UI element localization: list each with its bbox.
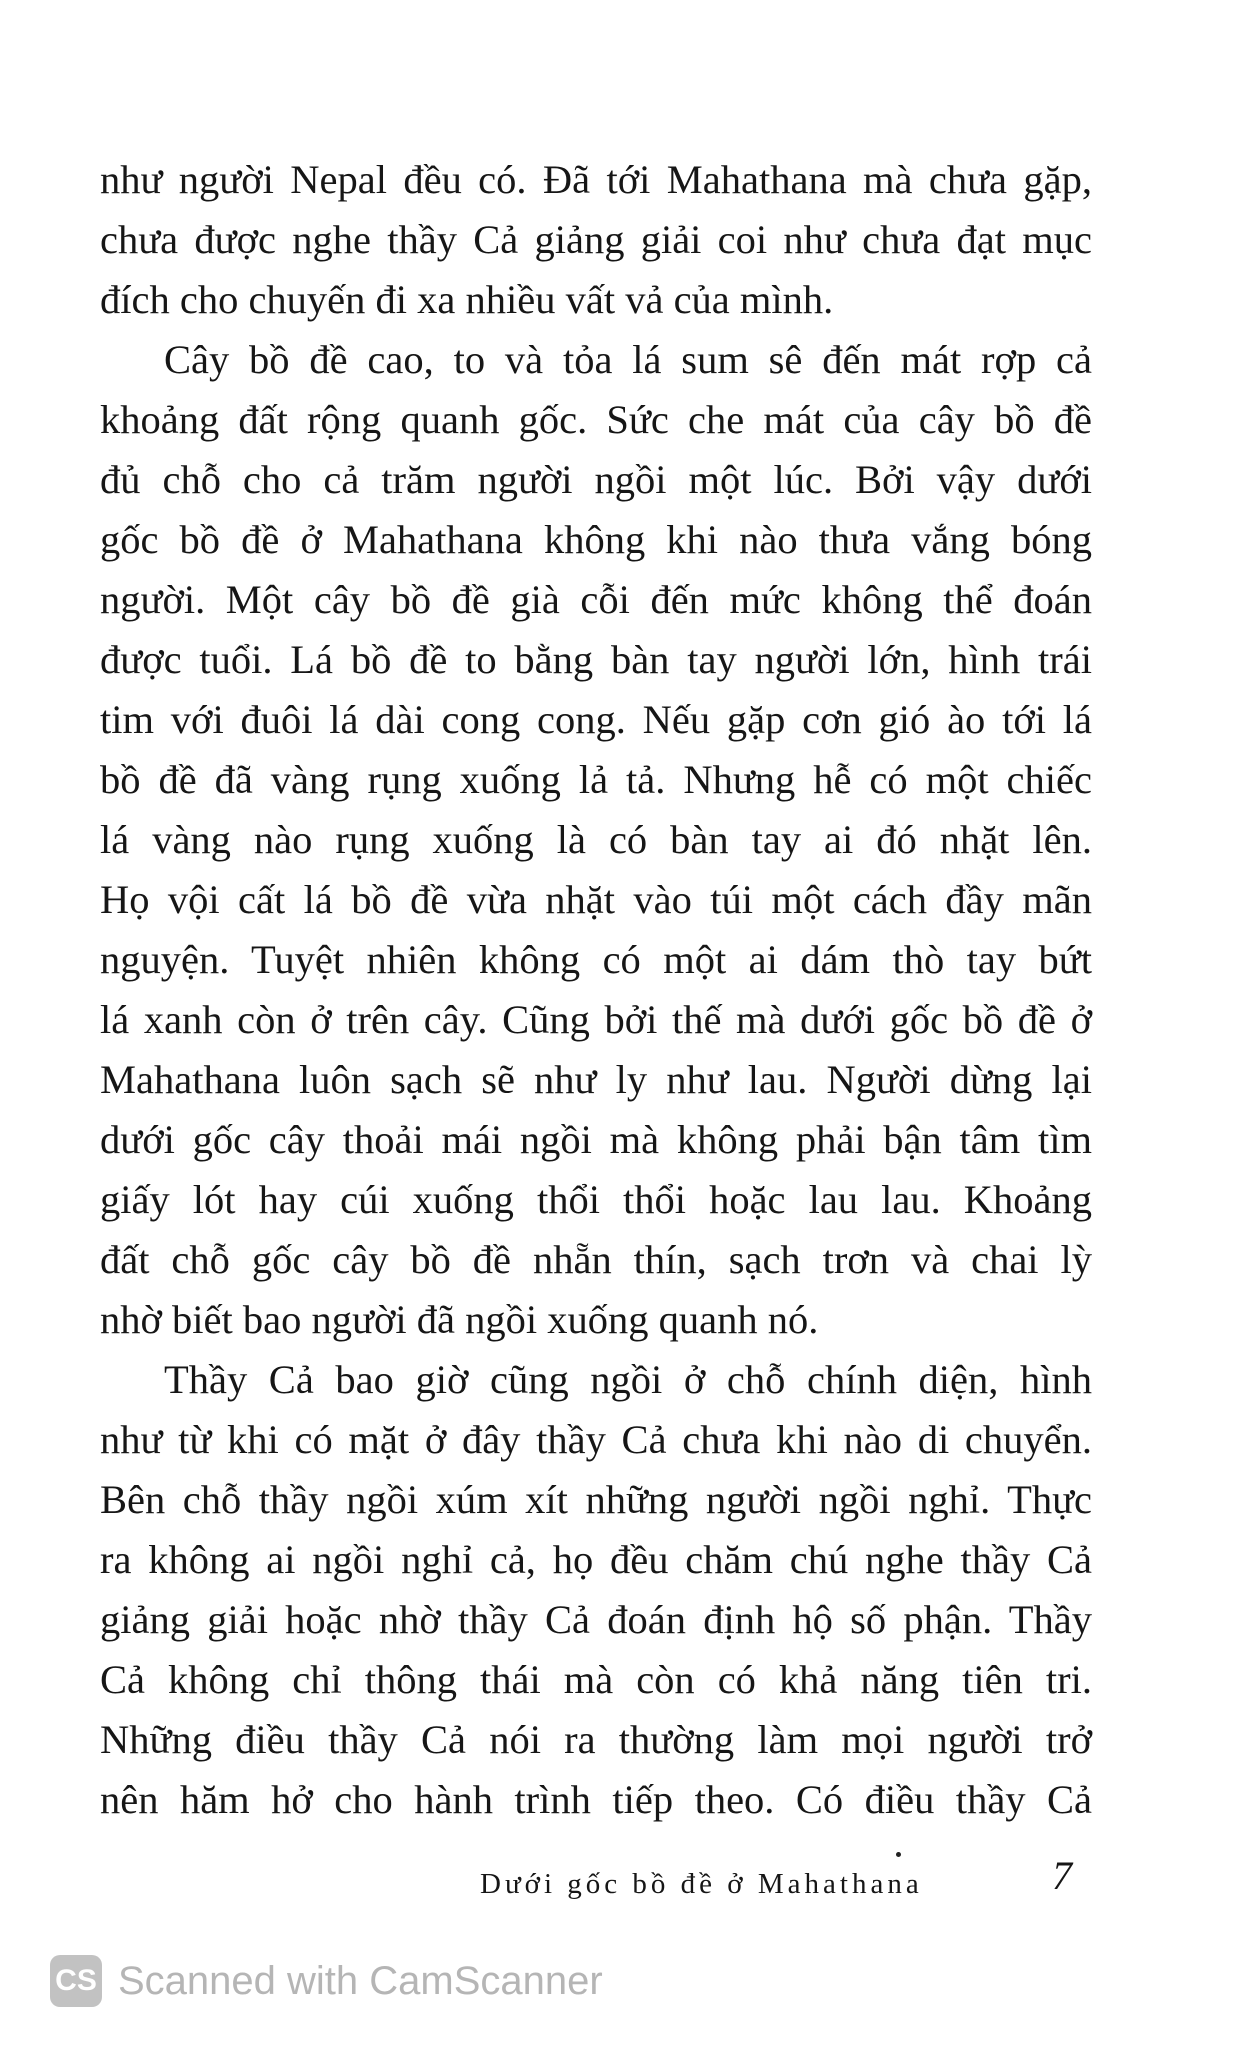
text-line: được tuổi. Lá bồ đề to bằng bàn tay người lớn, hình trái [100, 637, 1092, 682]
text-line: giảng giải hoặc nhờ thầy Cả đoán định hộ số phận. Thầy [100, 1597, 1092, 1642]
text-line: như từ khi có mặt ở đây thầy Cả chưa khi nào di chuyển. [100, 1417, 1092, 1462]
text-line: ra không ai ngồi nghỉ cả, họ đều chăm chú nghe thầy Cả [100, 1537, 1092, 1582]
text-line: tim với đuôi lá dài cong cong. Nếu gặp cơn gió ào tới lá [100, 697, 1092, 742]
text-line: Những điều thầy Cả nói ra thường làm mọi người trở [100, 1717, 1092, 1762]
text-line: đất chỗ gốc cây bồ đề nhẵn thín, sạch trơn và chai lỳ [100, 1237, 1092, 1282]
text-line: Cây bồ đề cao, to và tỏa lá sum sê đến mát rợp cả [164, 337, 1092, 382]
watermark-text: Scanned with CamScanner [118, 1958, 603, 2003]
text-line: Mahathana luôn sạch sẽ như ly như lau. Người dừng lại [100, 1057, 1092, 1102]
text-line: bồ đề đã vàng rụng xuống lả tả. Nhưng hễ có một chiếc [100, 757, 1092, 802]
text-line: lá xanh còn ở trên cây. Cũng bởi thế mà dưới gốc bồ đề ở [100, 997, 1092, 1042]
running-footer-title: Dưới gốc bồ đề ở Mahathana [480, 1868, 923, 1900]
text-line: Thầy Cả bao giờ cũng ngồi ở chỗ chính diện, hình [164, 1357, 1092, 1402]
camscanner-logo-icon: CS [50, 1955, 102, 2007]
text-line: khoảng đất rộng quanh gốc. Sức che mát của cây bồ đề [100, 397, 1092, 442]
paragraph [100, 150, 1092, 330]
camscanner-watermark [50, 1955, 603, 2007]
text-line: chưa được nghe thầy Cả giảng giải coi như chưa đạt mục [100, 217, 1092, 262]
text-line: Cả không chỉ thông thái mà còn có khả năng tiên tri. [100, 1657, 1092, 1702]
text-line: gốc bồ đề ở Mahathana không khi nào thưa vắng bóng [100, 517, 1092, 562]
text-line: giấy lót hay cúi xuống thổi thổi hoặc lau lau. Khoảng [100, 1177, 1092, 1222]
text-line: Bên chỗ thầy ngồi xúm xít những người ngồi nghỉ. Thực [100, 1477, 1092, 1522]
paragraph [100, 1350, 1092, 1830]
footer-dot [896, 1852, 901, 1857]
body-text [100, 150, 1092, 1830]
text-line: Họ vội cất lá bồ đề vừa nhặt vào túi một cách đầy mãn [100, 877, 1092, 922]
page-number: 7 [1052, 1853, 1072, 1898]
text-line: đích cho chuyến đi xa nhiều vất vả của mình. [100, 277, 834, 322]
text-line: nên hăm hở cho hành trình tiếp theo. Có điều thầy Cả [100, 1777, 1092, 1822]
text-line: nhờ biết bao người đã ngồi xuống quanh nó. [100, 1297, 819, 1342]
text-line: người. Một cây bồ đề già cỗi đến mức không thể đoán [100, 577, 1092, 622]
paragraph [100, 330, 1092, 1350]
text-line: nguyện. Tuyệt nhiên không có một ai dám thò tay bứt [100, 937, 1092, 982]
text-line: dưới gốc cây thoải mái ngồi mà không phải bận tâm tìm [100, 1117, 1092, 1162]
text-line: đủ chỗ cho cả trăm người ngồi một lúc. Bởi vậy dưới [100, 457, 1092, 502]
text-line: như người Nepal đều có. Đã tới Mahathana mà chưa gặp, [100, 157, 1092, 202]
text-line: lá vàng nào rụng xuống là có bàn tay ai đó nhặt lên. [100, 817, 1092, 862]
